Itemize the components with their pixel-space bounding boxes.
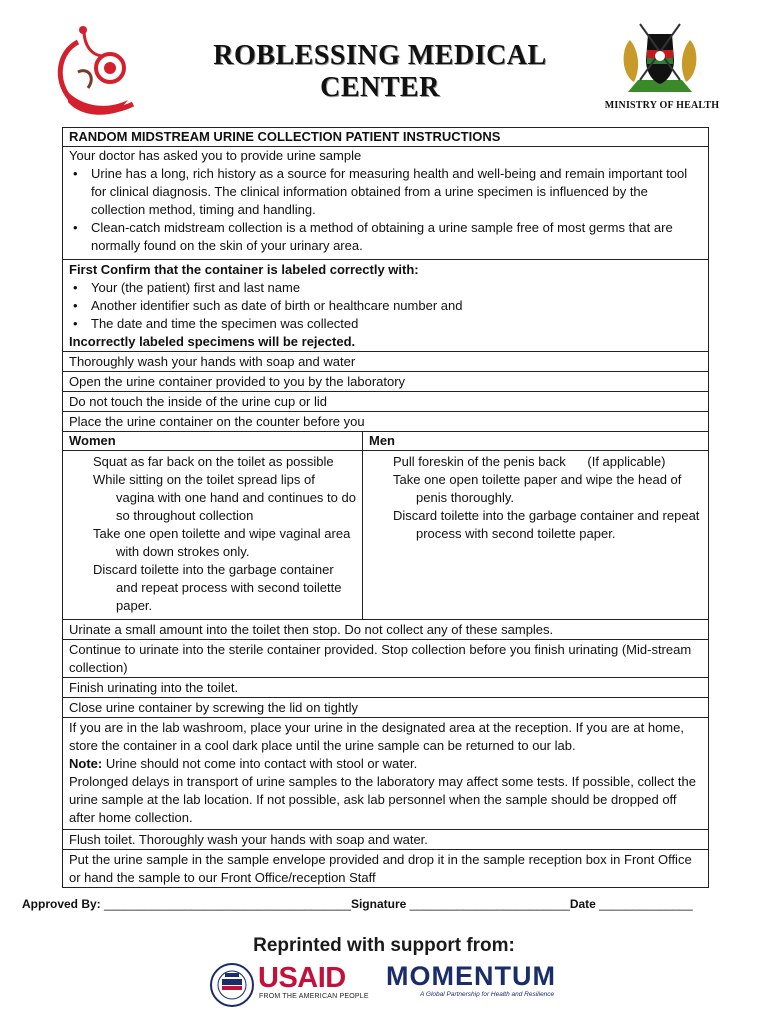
- table-row: [63, 147, 709, 260]
- list-item: • Urine has a long, rich history as a source for measuring health and well-being and remain important tool for clinical diagnosis. The clinical information obtained from a urine specimen is influenced by the collection method, timing and handling.: [91, 165, 702, 219]
- list-item: Pull foreskin of the penis back (If applicable): [393, 454, 666, 469]
- table-row: [63, 128, 709, 147]
- momentum-logo: MOMENTUM: [386, 961, 556, 991]
- approved-by-label: Approved By:: [22, 897, 101, 911]
- table-row: [63, 260, 709, 352]
- table-row: [63, 620, 709, 640]
- table-row: [63, 640, 709, 678]
- approved-by-line[interactable]: _____________________________________: [104, 897, 351, 911]
- transport-delay-text: Prolonged delays in transport of urine samples to the laboratory may affect some tests. If possible, collect the urine sample at the lab location. If not possible, ask lab personnel when the sample should be dropped off after home collection.: [69, 774, 696, 825]
- table-row: [63, 412, 709, 432]
- table-row: [63, 432, 709, 451]
- list-item: • The date and time the specimen was collected: [91, 315, 702, 333]
- momentum-tagline: A Global Partnership for Health and Resilience: [420, 991, 555, 998]
- step-place-container: Place the urine container on the counter before you: [63, 412, 709, 432]
- list-item: Take one open toilette and wipe vaginal area with down strokes only.: [93, 526, 351, 559]
- intro-cell: [63, 147, 709, 260]
- usaid-seal-icon: [210, 963, 254, 1007]
- men-instructions-cell: [363, 451, 709, 620]
- title-line-1: ROBLESSING MEDICAL: [213, 40, 547, 71]
- usaid-tagline: FROM THE AMERICAN PEOPLE: [259, 993, 369, 1000]
- women-heading: Women: [63, 432, 363, 451]
- approval-signoff: [22, 897, 762, 911]
- title-line-2: CENTER: [320, 72, 440, 103]
- step-flush-toilet: Flush toilet. Thoroughly wash your hands with soap and water.: [63, 830, 709, 850]
- list-item: Take one open toilette paper and wipe the head of penis thoroughly.: [393, 472, 682, 505]
- step-open-container: Open the urine container provided to you by the laboratory: [63, 372, 709, 392]
- step-urinate-small: Urinate a small amount into the toilet then stop. Do not collect any of these samples.: [63, 620, 709, 640]
- table-row: [63, 850, 709, 888]
- step-continue-urinate: Continue to urinate into the sterile container provided. Stop collection before you finish urinating (Mid-stream collection): [63, 640, 709, 678]
- step-close-container: Close urine container by screwing the lid on tightly: [63, 698, 709, 718]
- list-item: Discard toilette into the garbage container and repeat process with second toilette paper.: [393, 508, 700, 541]
- table-row: [63, 698, 709, 718]
- storage-note: [69, 755, 702, 773]
- confirm-bullet-list: [69, 279, 702, 333]
- women-steps-list: [69, 451, 356, 619]
- table-row: [63, 678, 709, 698]
- step-finish-urinating: Finish urinating into the toilet.: [63, 678, 709, 698]
- intro-bullet-list: [69, 165, 702, 255]
- table-row: [63, 718, 709, 830]
- men-heading: Men: [363, 432, 709, 451]
- step-submit-sample: Put the urine sample in the sample envelope provided and drop it in the sample reception box in Front Office or hand the sample to our Front Office/reception Staff: [63, 850, 709, 888]
- table-row: [63, 451, 709, 620]
- reprint-notice: Reprinted with support from:: [253, 935, 515, 956]
- list-item: While sitting on the toilet spread lips of vagina with one hand and continues to do so throughout collection: [93, 472, 356, 523]
- storage-instructions-cell: [63, 718, 709, 830]
- list-item: Squat as far back on the toilet as possible: [93, 454, 334, 469]
- instructions-table: [62, 127, 709, 888]
- signature-label: Signature: [350, 897, 407, 911]
- step-do-not-touch: Do not touch the inside of the urine cup or lid: [63, 392, 709, 412]
- list-item: • Your (the patient) first and last name: [91, 279, 702, 297]
- note-text: Urine should not come into contact with stool or water.: [102, 756, 418, 771]
- table-row: [63, 830, 709, 850]
- list-item: • Clean-catch midstream collection is a method of obtaining a urine sample free of most germs that are normally found on the skin of your urinary area.: [91, 219, 702, 255]
- confirm-heading: First Confirm that the container is labeled correctly with:: [69, 262, 419, 277]
- note-label: Note:: [69, 756, 103, 771]
- document-header: [0, 0, 768, 125]
- signature-line[interactable]: ________________________: [406, 897, 570, 911]
- men-steps-list: [369, 451, 702, 547]
- ministry-label: MINISTRY OF HEALTH: [604, 100, 720, 111]
- date-line[interactable]: ______________: [595, 897, 693, 911]
- list-item: Discard toilette into the garbage container and repeat process with second toilette paper.: [93, 562, 342, 613]
- page-title: [180, 40, 580, 104]
- table-row: [63, 372, 709, 392]
- rejection-warning: Incorrectly labeled specimens will be rejected.: [69, 334, 356, 349]
- confirm-cell: [63, 260, 709, 352]
- table-row: [63, 392, 709, 412]
- instructions-heading: RANDOM MIDSTREAM URINE COLLECTION PATIENT INSTRUCTIONS: [63, 128, 709, 147]
- women-instructions-cell: [63, 451, 363, 620]
- date-label: Date: [569, 897, 596, 911]
- intro-lead: Your doctor has asked you to provide urine sample: [69, 148, 362, 163]
- step-wash-hands: Thoroughly wash your hands with soap and water: [63, 352, 709, 372]
- list-item: • Another identifier such as date of birth or healthcare number and: [91, 297, 702, 315]
- storage-text: If you are in the lab washroom, place your urine in the designated area at the reception. If you are at home, store the container in a cool dark place until the urine sample can be returned to our lab.: [69, 720, 684, 753]
- medical-center-logo: [48, 22, 148, 118]
- table-row: [63, 352, 709, 372]
- usaid-logo: USAID: [258, 962, 346, 994]
- kenya-coat-of-arms-icon: [610, 20, 710, 96]
